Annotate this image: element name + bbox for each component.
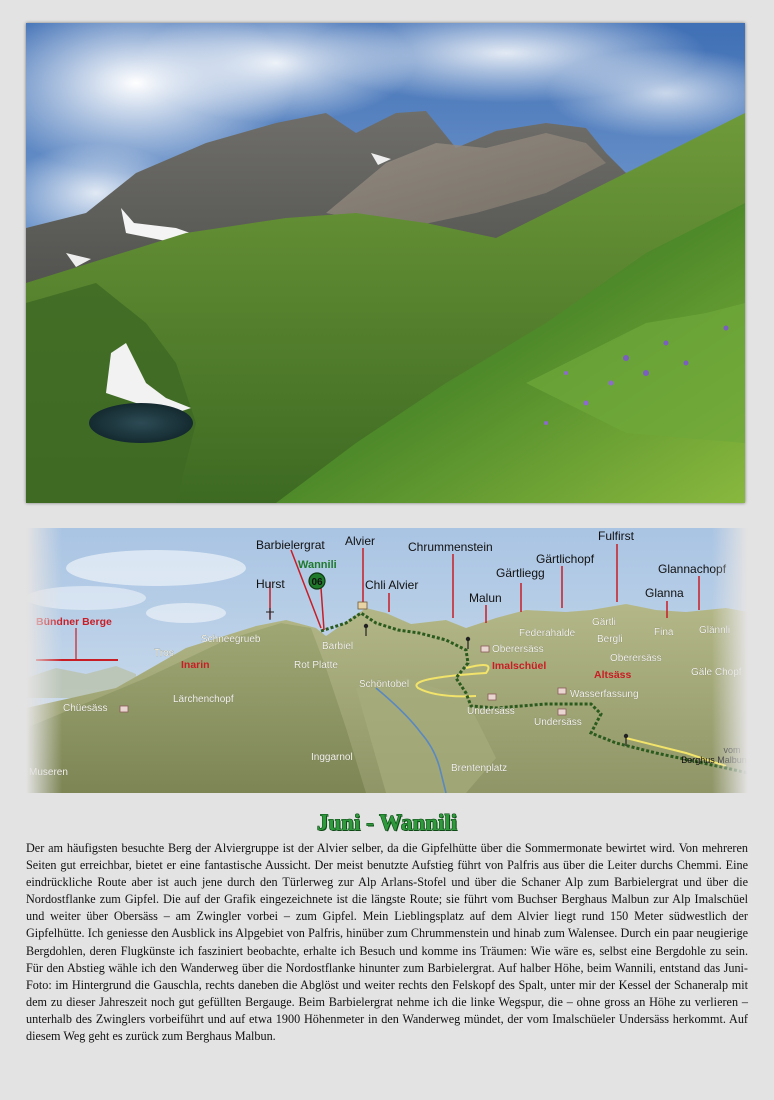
body-text: Der am häufigsten besuchte Berg der Alviergruppe ist der Alvier selber, da die Gipfelhütte über die Sommermonate bewirtet wird. Von mehreren Seiten gut erreichbar, bietet er eine fantastische Aussicht. Der meist benutzte Aufstieg führt von Palfris aus über die Leiter durchs Chemmi. Eine eindrückliche Route aber ist auch jene durch den Türlerweg zur Alp Arlans-Stofel und über die Schaner Alp zum Barbielergrat und über die Nordostflanke zum Gipfel. Die auf der Grafik eingezeichnete ist die längste Route; sie führt vom Buchser Berghaus Malbun zur Alp Imalschüel und weiter über Obersäss – am Zwingler vorbei – zum Gipfel. Mein Lieblingsplatz auf dem Alvier liegt rund 150 Meter südwestlich der Gipfelhütte. Ich geniesse den Ausblick ins Alpgebiet von Palfris, hinüber zum Chrummenstein und hinab zum Walensee. Durch ein paar neugierige Bergdohlen, deren Flugkünste ich fasziniert beobachte, erhalte ich Besuch und komme ins Träumen: Wie wäre es, selbst eine Bergdohle zu sein. Für den Abstieg wähle ich den Wanderweg über die Nordostflanke hinunter zum Barbielergrat. Auf halber Höhe, beim Wannili, entstand das Juni-Foto: im Hintergrund die Gauschla, rechts daneben die Abglöst und weiter rechts den Felskopf des Spalt, unter mir der Kessel der Schaneralp mit dem zu dieser Jahreszeit noch gut gefüllten Bergauge. Beim Barbielergrat nehme ich die linke Wegspur, die – ohne gross an Höhe zu verlieren – unterhalb des Zwinglers vorbeiführt und auf etwa 1900 Höhenmeter in den Wanderweg mündet, der vom Imalschüeler Undersäss herkommt. Auf diesem Weg geht es zurück zum Berghaus Malbun. <box>26 841 748 1044</box>
page-title: Juni - Wannili <box>316 810 458 835</box>
landscape-photo <box>26 23 745 503</box>
route-map <box>26 528 748 793</box>
